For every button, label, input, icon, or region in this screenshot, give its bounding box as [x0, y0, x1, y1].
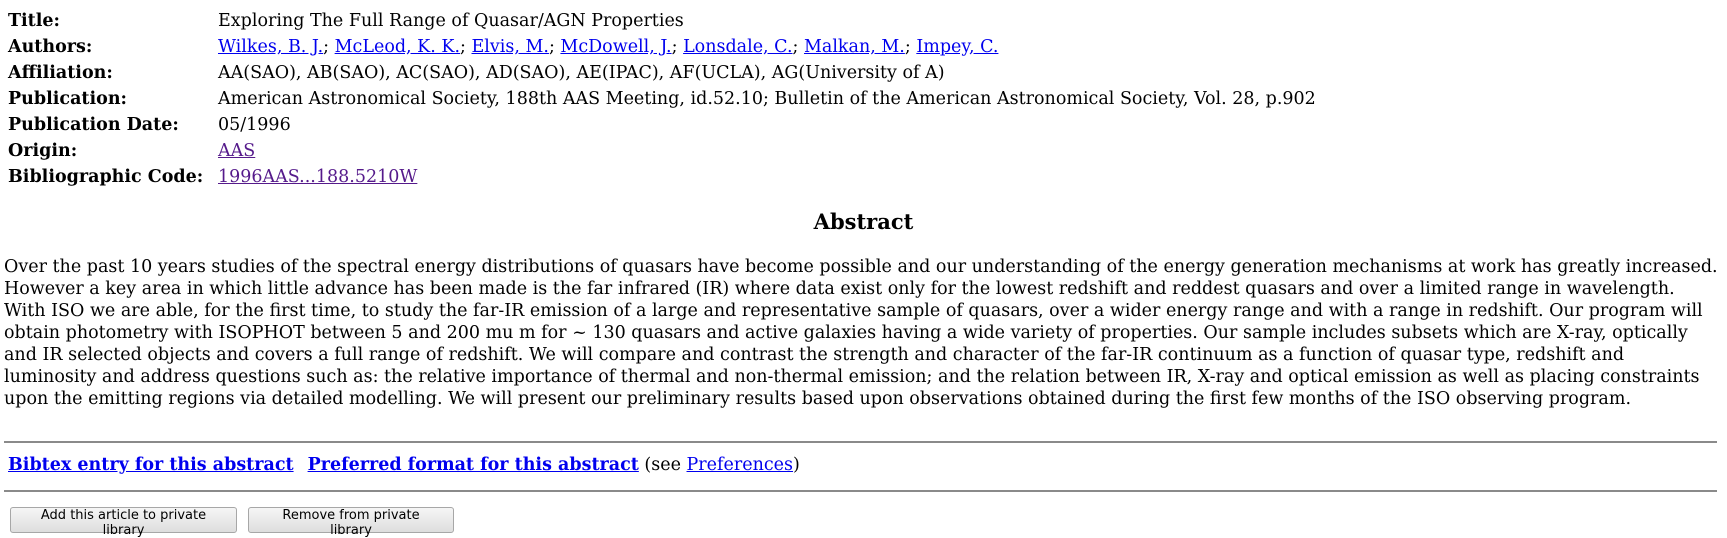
publication-date-label: Publication Date: [8, 115, 179, 135]
authors-row [8, 34, 1316, 60]
bibcode-label: Bibliographic Code: [8, 167, 204, 187]
divider [4, 490, 1717, 492]
article-title: Exploring The Full Range of Quasar/AGN Properties [218, 11, 684, 31]
title-row [8, 8, 1316, 34]
metadata-table [8, 8, 1316, 190]
affiliation-value: AA(SAO), AB(SAO), AC(SAO), AD(SAO), AE(IPAC), AF(UCLA), AG(University of A) [218, 63, 945, 83]
abstract-heading: Abstract [813, 209, 914, 234]
preferences-link[interactable]: Preferences [686, 455, 793, 475]
bibtex-link[interactable]: Bibtex entry for this abstract [8, 455, 294, 475]
author-link[interactable]: Malkan, M. [803, 37, 905, 57]
abstract-links [8, 455, 800, 475]
add-to-library-button[interactable]: Add this article to private library [10, 507, 237, 533]
divider [4, 441, 1717, 443]
origin-row [8, 138, 1316, 164]
author-link[interactable]: Elvis, M. [471, 37, 549, 57]
publication-value: American Astronomical Society, 188th AAS Meeting, id.52.10; Bulletin of the American Astronomical Society, Vol. 28, p.902 [218, 89, 1316, 109]
bibcode-link[interactable]: 1996AAS...188.5210W [218, 167, 418, 187]
affiliation-row [8, 60, 1316, 86]
origin-label: Origin: [8, 141, 78, 161]
bibcode-row [8, 164, 1316, 190]
authors-list: Wilkes, B. J.; McLeod, K. K.; Elvis, M.; McDowell, J.; Lonsdale, C.; Malkan, M.; Impey, C. [218, 37, 999, 57]
affiliation-label: Affiliation: [8, 63, 113, 83]
abstract-text: Over the past 10 years studies of the spectral energy distributions of quasars have become possible and our understanding of the energy generation mechanisms at work has greatly increased. However a key area in which little advance has been made is the far infrared (IR) where data exist only for the lowest redshift and reddest quasars and over a limited range in wavelength. With ISO we are able, for the first time, to study the far-IR emission of a large and representative sample of quasars, over a wider energy range and with a range in redshift. Our program will obtain photometry with ISOPHOT between 5 and 200 mu m for ~ 130 quasars and active galaxies having a wide variety of properties. Our sample includes subsets which are X-ray, optically and IR selected objects and covers a full range of redshift. We will compare and contrast the strength and character of the far-IR continuum as a function of quasar type, redshift and luminosity and address questions such as: the relative importance of thermal and non-thermal emission; and the relation between IR, X-ray and optical emission as well as placing constraints upon the emitting regions via detailed modelling. We will present our preliminary results based upon observations obtained during the first few months of the ISO observing program. [4, 257, 1718, 409]
publication-label: Publication: [8, 89, 127, 109]
author-link[interactable]: McDowell, J. [560, 37, 672, 57]
publication-row [8, 86, 1316, 112]
publication-date-value: 05/1996 [218, 115, 291, 135]
author-link[interactable]: Impey, C. [916, 37, 999, 57]
preferred-format-link[interactable]: Preferred format for this abstract [307, 455, 639, 475]
author-link[interactable]: Lonsdale, C. [683, 37, 793, 57]
date-row [8, 112, 1316, 138]
author-link[interactable]: Wilkes, B. J. [218, 37, 324, 57]
title-label: Title: [8, 11, 60, 31]
see-prefix: (see [644, 455, 687, 475]
author-link[interactable]: McLeod, K. K. [334, 37, 461, 57]
origin-link[interactable]: AAS [218, 141, 256, 161]
remove-from-library-button[interactable]: Remove from private library [248, 507, 454, 533]
see-suffix: ) [792, 455, 800, 475]
authors-label: Authors: [8, 37, 93, 57]
